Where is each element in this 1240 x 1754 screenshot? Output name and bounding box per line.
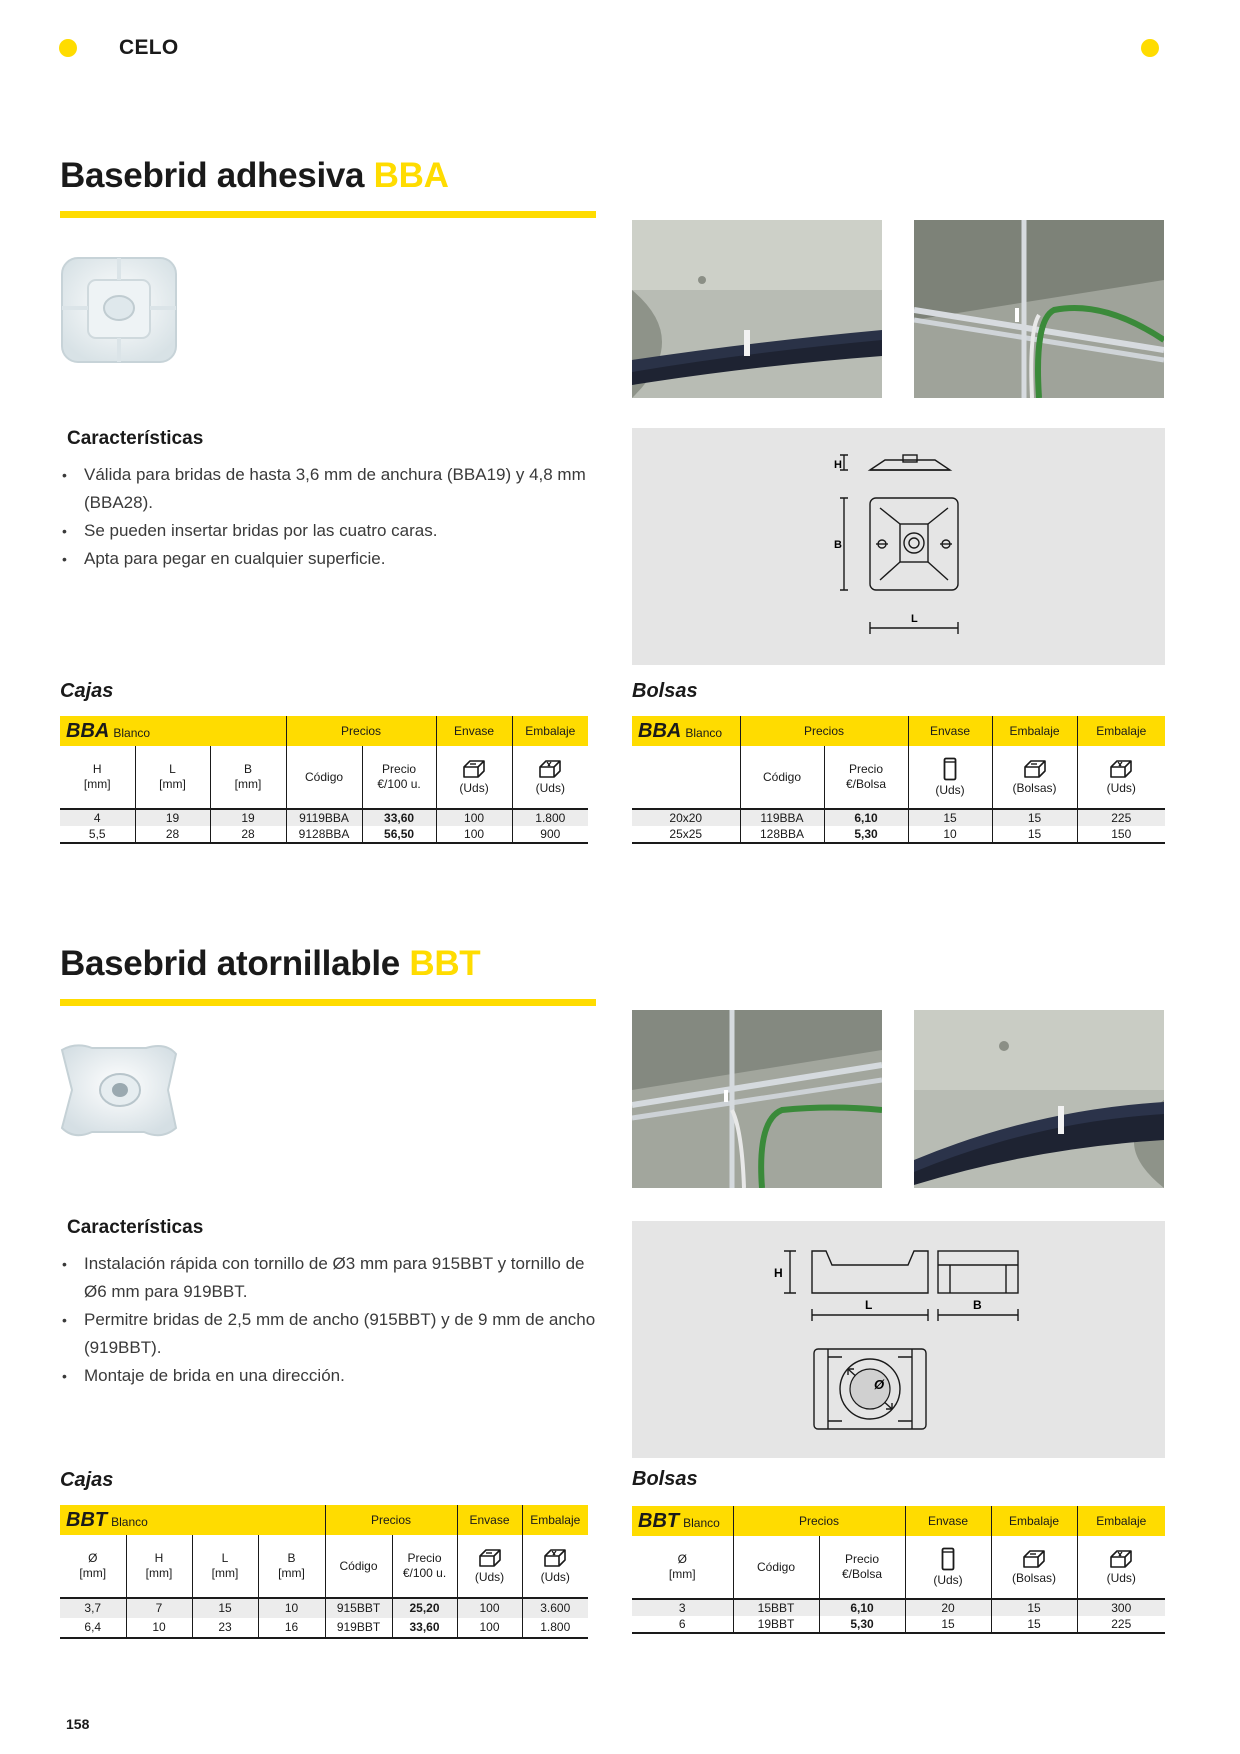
- installation-photo: [632, 1010, 882, 1188]
- table-color: Blanco: [685, 725, 723, 740]
- box-icon: [1022, 1549, 1046, 1569]
- cell: 150: [1077, 826, 1165, 843]
- precios-header: Precios: [740, 716, 908, 746]
- installation-photo: [914, 1010, 1164, 1188]
- col-codigo: Código: [325, 1535, 392, 1598]
- dim-label-l: L: [911, 613, 918, 625]
- table-name-cell: [60, 1505, 325, 1535]
- technical-diagram-bbt: [632, 1221, 1165, 1458]
- table-row: [632, 1616, 1165, 1633]
- bag-icon: [943, 757, 957, 781]
- cell: 19BBT: [733, 1616, 819, 1633]
- cell: 19: [210, 809, 286, 826]
- col-envase: (Uds): [905, 1536, 991, 1599]
- envase-header: Envase: [436, 716, 512, 746]
- table-name-cell: [632, 716, 740, 746]
- col-embalaje-uds: (Uds): [1077, 746, 1165, 809]
- cell: 15: [905, 1616, 991, 1633]
- embalaje-header: Embalaje: [1077, 1506, 1165, 1536]
- col-envase: (Uds): [436, 746, 512, 809]
- brand-label: CELO: [119, 36, 179, 59]
- bag-icon: [941, 1547, 955, 1571]
- cell: 10: [258, 1598, 325, 1618]
- title-prefix: Basebrid atornillable: [60, 944, 400, 983]
- section-title-bbt: [60, 944, 480, 984]
- feature-item: • Permitre bridas de 2,5 mm de ancho (915BBT) y de 9 mm de ancho (919BBT).: [60, 1306, 600, 1362]
- cell: 100: [457, 1618, 522, 1638]
- price-cell: 33,60: [362, 809, 436, 826]
- table-row: [60, 809, 588, 826]
- cell: 119BBA: [740, 809, 824, 826]
- table-name: BBT: [638, 1509, 680, 1532]
- price-cell: 5,30: [824, 826, 908, 843]
- cell: 15: [908, 809, 992, 826]
- package-icon: [543, 1548, 567, 1568]
- col-codigo: Código: [286, 746, 362, 809]
- feature-item: • Instalación rápida con tornillo de Ø3 mm para 915BBT y tornillo de Ø6 mm para 919BBT.: [60, 1250, 600, 1306]
- table-row: [632, 809, 1165, 826]
- embalaje-header: Embalaje: [512, 716, 588, 746]
- table-row: [60, 826, 588, 843]
- installation-photo: [632, 220, 882, 398]
- col-diameter: Ø [mm]: [668, 1552, 696, 1581]
- table-color: Blanco: [111, 1514, 148, 1529]
- cell: 10: [126, 1618, 192, 1638]
- cell: 5,5: [88, 826, 106, 841]
- cell: 15BBT: [733, 1599, 819, 1616]
- col-h: H [mm]: [126, 1535, 192, 1598]
- col-l: L [mm]: [192, 1535, 258, 1598]
- price-cell: 56,50: [362, 826, 436, 843]
- features-heading: Características: [67, 1217, 204, 1238]
- cell: 100: [436, 809, 512, 826]
- table-name: BBT: [66, 1508, 108, 1531]
- price-cell: 25,20: [392, 1598, 457, 1618]
- embalaje-header: Embalaje: [992, 716, 1077, 746]
- table-row: [60, 1618, 588, 1638]
- dim-label-b: B: [973, 1298, 982, 1312]
- cell: 1.800: [512, 809, 588, 826]
- cell: 20x20: [632, 809, 740, 826]
- cell: 15: [991, 1616, 1077, 1633]
- embalaje-header: Embalaje: [1077, 716, 1165, 746]
- cell: 225: [1077, 1616, 1165, 1633]
- cell: 300: [1077, 1599, 1165, 1616]
- features-list: [60, 1250, 600, 1390]
- cell: 3,7: [60, 1598, 126, 1618]
- features-list: [60, 461, 600, 573]
- cell: 100: [436, 826, 512, 843]
- table-color: Blanco: [113, 725, 151, 740]
- col-precio: Precio €/Bolsa: [819, 1536, 905, 1599]
- cell: 16: [258, 1618, 325, 1638]
- title-prefix: Basebrid adhesiva: [60, 156, 365, 195]
- col-precio: Precio €/100 u.: [362, 746, 436, 809]
- cell: 919BBT: [325, 1618, 392, 1638]
- feature-item: • Apta para pegar en cualquier superficie.: [60, 545, 600, 573]
- envase-header: Envase: [905, 1506, 991, 1536]
- cell: 6,4: [84, 1620, 102, 1634]
- embalaje-header: Embalaje: [991, 1506, 1077, 1536]
- table-color: Blanco: [683, 1515, 720, 1530]
- bolsas-table-bba: [632, 716, 1165, 844]
- cell: 15: [992, 826, 1077, 843]
- price-cell: 5,30: [819, 1616, 905, 1633]
- cajas-heading: Cajas: [60, 680, 114, 702]
- cell: 10: [908, 826, 992, 843]
- col-diameter: Ø [mm]: [79, 1551, 107, 1580]
- table-name-cell: [60, 716, 286, 746]
- col-b: B [mm]: [258, 1535, 325, 1598]
- cell: 3: [632, 1599, 733, 1616]
- col-b: B [mm]: [210, 746, 286, 809]
- cell: 15: [192, 1598, 258, 1618]
- col-embalaje: (Uds): [512, 746, 588, 809]
- col-l: L [mm]: [135, 746, 210, 809]
- envase-header: Envase: [457, 1505, 522, 1535]
- cell: 15: [991, 1599, 1077, 1616]
- precios-header: Precios: [286, 716, 436, 746]
- envase-header: Envase: [908, 716, 992, 746]
- feature-item: • Válida para bridas de hasta 3,6 mm de anchura (BBA19) y 4,8 mm (BBA28).: [60, 461, 600, 517]
- title-code: BBT: [409, 944, 481, 983]
- cell: 7: [126, 1598, 192, 1618]
- cell: 4: [60, 809, 135, 826]
- cell: 900: [512, 826, 588, 843]
- bolsas-table-bbt: [632, 1506, 1165, 1634]
- package-icon: [1109, 1549, 1133, 1569]
- cell: 15: [992, 809, 1077, 826]
- price-cell: 6,10: [819, 1599, 905, 1616]
- cell: 23: [192, 1618, 258, 1638]
- table-name: BBA: [638, 719, 682, 742]
- package-icon: [1109, 759, 1133, 779]
- bolsas-heading: Bolsas: [632, 680, 698, 702]
- col-embalaje: (Uds): [522, 1535, 588, 1598]
- title-code: BBA: [373, 156, 449, 195]
- cell: 3.600: [522, 1598, 588, 1618]
- col-envase: (Uds): [457, 1535, 522, 1598]
- precios-header: Precios: [325, 1505, 457, 1535]
- table-name: BBA: [66, 719, 110, 742]
- cell: 9128BBA: [286, 826, 362, 843]
- col-envase: (Uds): [908, 746, 992, 809]
- table-row: [632, 826, 1165, 843]
- cell: 100: [457, 1598, 522, 1618]
- col-codigo: Código: [740, 746, 824, 809]
- cajas-table-bba: [60, 716, 588, 844]
- table-name-cell: [632, 1506, 733, 1536]
- cell: 25x25: [669, 826, 703, 841]
- cell: 1.800: [522, 1618, 588, 1638]
- col-embalaje-bolsas: (Bolsas): [991, 1536, 1077, 1599]
- cell: 225: [1077, 809, 1165, 826]
- title-underline: [60, 211, 596, 218]
- col-embalaje-uds: (Uds): [1077, 1536, 1165, 1599]
- cell: 20: [905, 1599, 991, 1616]
- feature-item: • Se pueden insertar bridas por las cuatro caras.: [60, 517, 600, 545]
- section-title-bba: [60, 156, 449, 196]
- col-h: H [mm]: [83, 762, 111, 791]
- cell: 28: [135, 826, 210, 843]
- col-embalaje-bolsas: (Bolsas): [992, 746, 1077, 809]
- col-codigo: Código: [733, 1536, 819, 1599]
- installation-photo: [914, 220, 1164, 398]
- title-underline: [60, 999, 596, 1006]
- product-image-bbt: [56, 1036, 182, 1144]
- page-number: 158: [66, 1716, 90, 1732]
- cell: 915BBT: [325, 1598, 392, 1618]
- cell: 28: [210, 826, 286, 843]
- cell: 9119BBA: [286, 809, 362, 826]
- price-cell: 6,10: [824, 809, 908, 826]
- accent-dot-right: [1141, 39, 1159, 57]
- embalaje-header: Embalaje: [522, 1505, 588, 1535]
- features-heading: Características: [67, 428, 204, 449]
- dim-label-b: B: [834, 539, 842, 551]
- cell: 128BBA: [740, 826, 824, 843]
- feature-item: • Montaje de brida en una dirección.: [60, 1362, 600, 1390]
- dim-label-diameter: Ø: [874, 1377, 885, 1392]
- product-image-bba: [58, 254, 180, 366]
- dim-label-l: L: [865, 1298, 873, 1312]
- col-size: [632, 746, 740, 809]
- table-row: [632, 1599, 1165, 1616]
- price-cell: 33,60: [392, 1618, 457, 1638]
- table-row: [60, 1598, 588, 1618]
- technical-diagram-bba: [632, 428, 1165, 665]
- col-precio: Precio €/100 u.: [392, 1535, 457, 1598]
- cajas-heading: Cajas: [60, 1469, 114, 1491]
- dim-label-h: H: [774, 1266, 783, 1280]
- cell: 6: [678, 1616, 686, 1631]
- cell: 19: [135, 809, 210, 826]
- bolsas-heading: Bolsas: [632, 1468, 698, 1490]
- precios-header: Precios: [733, 1506, 905, 1536]
- accent-dot-left: [59, 39, 77, 57]
- box-icon: [462, 759, 486, 779]
- package-icon: [538, 759, 562, 779]
- box-icon: [1023, 759, 1047, 779]
- cajas-table-bbt: [60, 1505, 588, 1639]
- col-precio: Precio €/Bolsa: [824, 746, 908, 809]
- box-icon: [478, 1548, 502, 1568]
- dim-label-h: H: [834, 459, 842, 471]
